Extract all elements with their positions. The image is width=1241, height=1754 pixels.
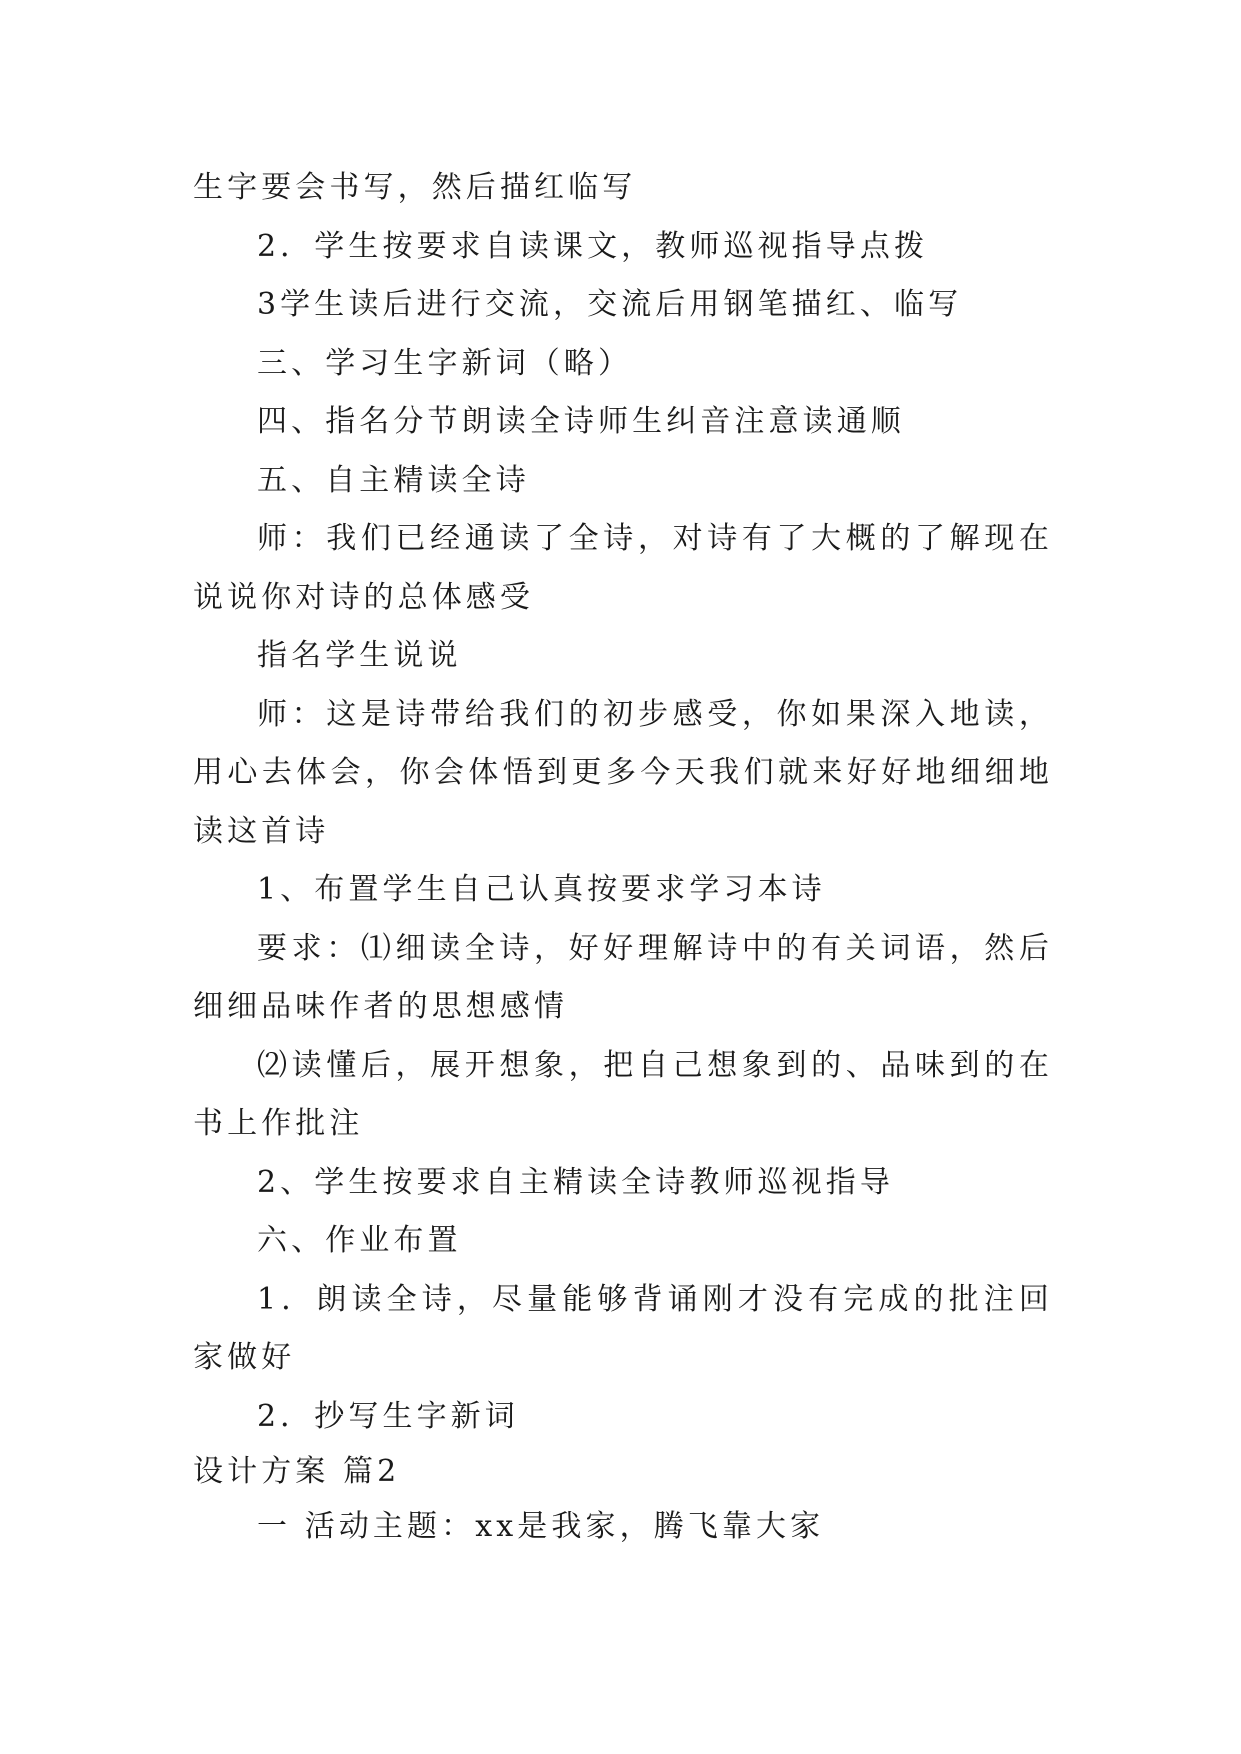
document-title: 设计方案 篇2 bbox=[193, 1454, 401, 1489]
paragraph: 指名学生说说 bbox=[257, 638, 462, 673]
paragraph: 师：我们已经通读了全诗，对诗有了大概的了解现在说说你对诗的总体感受 bbox=[193, 521, 1053, 615]
paragraph: 师：这是诗带给我们的初步感受，你如果深入地读，用心去体会，你会体悟到更多今天我们就来好好地细细地读这首诗 bbox=[193, 696, 1053, 849]
paragraph: 生字要会书写，然后描红临写 bbox=[193, 170, 637, 205]
paragraph: 1、布置学生自己认真按要求学习本诗 bbox=[257, 872, 826, 907]
paragraph: 要求：⑴细读全诗，好好理解诗中的有关词语，然后细细品味作者的思想感情 bbox=[193, 930, 1053, 1024]
section-heading: 六、作业布置 bbox=[257, 1223, 462, 1258]
section-heading: 五、自主精读全诗 bbox=[257, 462, 530, 498]
section-heading: 三、学习生字新词（略） bbox=[257, 345, 633, 381]
paragraph: 一 活动主题：xx是我家，腾飞靠大家 bbox=[257, 1509, 825, 1544]
paragraph: 1．朗读全诗，尽量能够背诵刚才没有完成的批注回家做好 bbox=[193, 1281, 1053, 1375]
paragraph: ⑵读懂后，展开想象，把自己想象到的、品味到的在书上作批注 bbox=[193, 1047, 1053, 1141]
paragraph: 2．抄写生字新词 bbox=[257, 1398, 519, 1434]
document-body bbox=[193, 159, 1053, 1557]
paragraph: 3学生读后进行交流，交流后用钢笔描红、临写 bbox=[257, 287, 963, 322]
section-heading: 四、指名分节朗读全诗师生纠音注意读通顺 bbox=[257, 404, 905, 439]
paragraph: 2．学生按要求自读课文，教师巡视指导点拨 bbox=[257, 228, 929, 264]
paragraph: 2、学生按要求自主精读全诗教师巡视指导 bbox=[257, 1164, 894, 1200]
